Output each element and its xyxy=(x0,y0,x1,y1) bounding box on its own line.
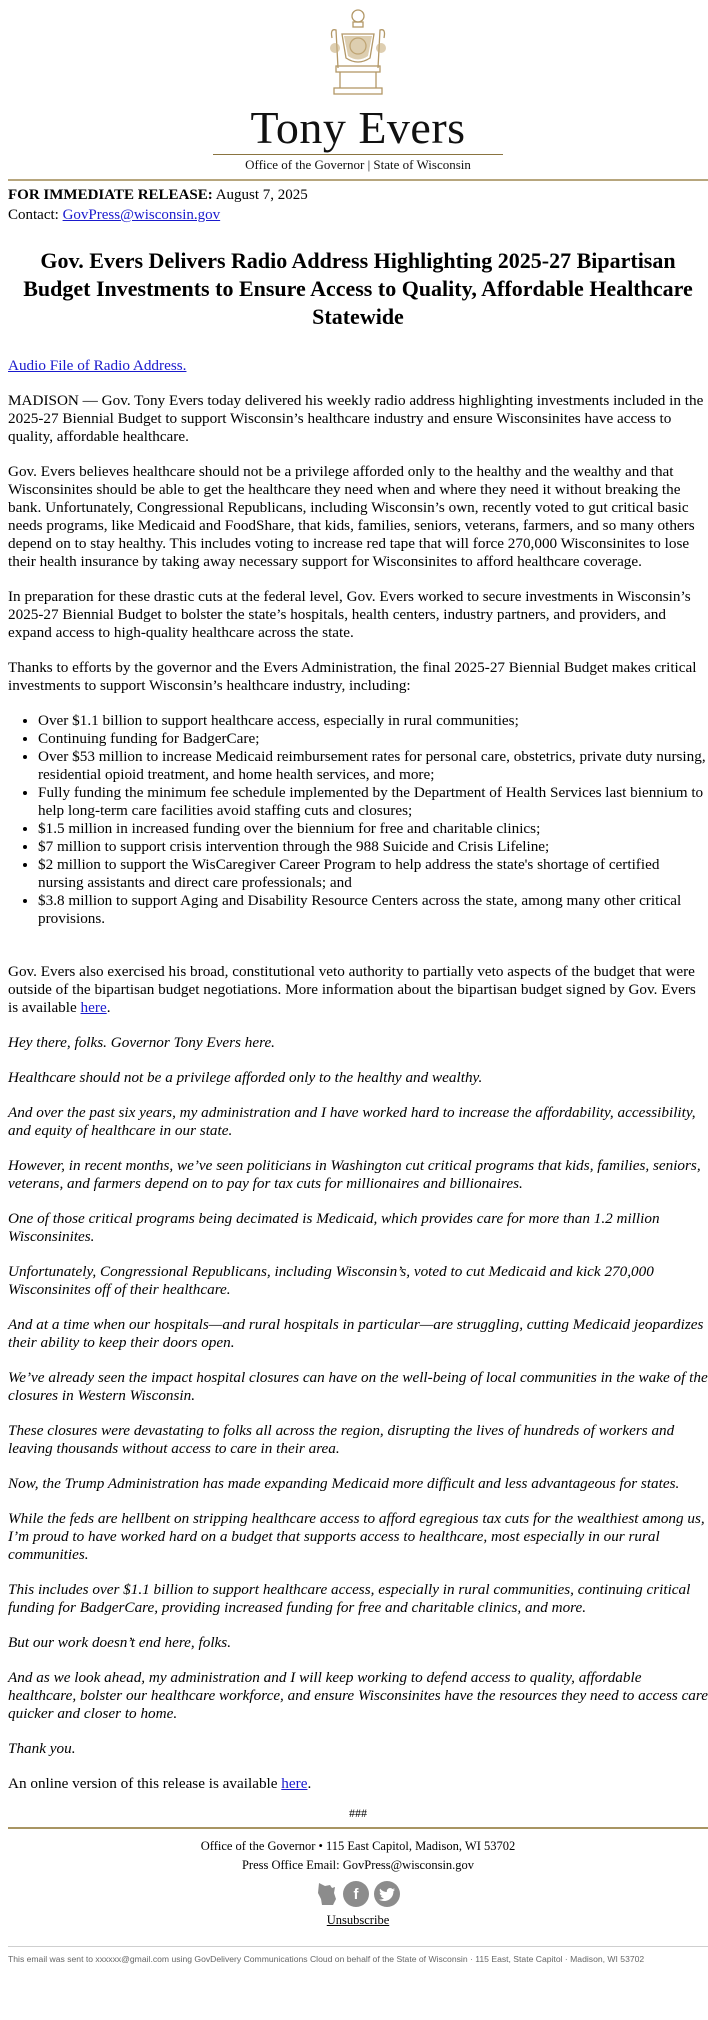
brand-subtitle: Office of the Governor | State of Wisconsin xyxy=(245,157,471,172)
address-paragraph: These closures were devastating to folks all across the region, disrupting the lives of hundreds of workers and leaving thousands without access to care in their area. xyxy=(8,1422,675,1457)
state-seal-icon xyxy=(320,8,396,98)
list-item: • Fully funding the minimum fee schedule implemented by the Department of Health Services last biennium to help long-term care facilities avoid staffing cuts and closures; xyxy=(38,784,708,820)
release-label: FOR IMMEDIATE RELEASE: xyxy=(8,187,213,203)
footer-divider xyxy=(8,1827,708,1829)
delivery-disclaimer: This email was sent to xxxxxx@gmail.com using GovDelivery Communications Cloud on behalf of the State of Wisconsin · 115 East, State Capitol · Madison, WI 53702 xyxy=(8,1954,645,1964)
list-item: • $7 million to support crisis intervention through the 988 Suicide and Crisis Lifeline; xyxy=(38,838,708,856)
list-item: • Over $1.1 billion to support healthcare access, especially in rural communities; xyxy=(38,712,708,730)
veto-paragraph: Gov. Evers also exercised his broad, constitutional veto authority to partially veto aspects of the budget that were outside of the bipartisan budget negotiations. More information about the bipartisan budget signed by Gov. Evers is available here. xyxy=(8,963,696,1016)
online-version-line: An online version of this release is available here. xyxy=(8,1775,312,1792)
brand-name: Tony Evers xyxy=(250,102,466,153)
address-paragraph: Hey there, folks. Governor Tony Evers here. xyxy=(8,1034,275,1051)
twitter-icon[interactable] xyxy=(374,1881,400,1907)
footer-address: Office of the Governor • 115 East Capitol, Madison, WI 53702 xyxy=(200,1839,516,1853)
wisconsin-map-icon[interactable] xyxy=(316,1881,338,1907)
audio-file-link[interactable]: Audio File of Radio Address. xyxy=(8,357,187,374)
online-version-link[interactable]: here xyxy=(281,1775,308,1792)
facebook-icon[interactable]: f xyxy=(343,1881,369,1907)
footer-email: Press Office Email: GovPress@wisconsin.gov xyxy=(241,1858,475,1872)
header-divider xyxy=(8,179,708,181)
brand-divider xyxy=(213,154,503,155)
address-paragraph: Now, the Trump Administration has made expanding Medicaid more difficult and less advantageous for states. xyxy=(8,1475,680,1492)
list-item: • Continuing funding for BadgerCare; xyxy=(38,730,708,748)
list-item: • $1.5 million in increased funding over the biennium for free and charitable clinics; xyxy=(38,820,708,838)
address-paragraph: Healthcare should not be a privilege afforded only to the healthy and wealthy. xyxy=(8,1069,483,1086)
release-meta xyxy=(8,185,708,225)
address-paragraph: One of those critical programs being decimated is Medicaid, which provides care for more than 1.2 million Wisconsinites. xyxy=(8,1210,660,1245)
contact-label: Contact: xyxy=(8,207,59,223)
intro-paragraph: In preparation for these drastic cuts at the federal level, Gov. Evers worked to secure investments in Wisconsin’s 2025-27 Biennial Budget to bolster the state’s hospitals, health centers, industry partners, and providers, and expand access to high-quality healthcare across the state. xyxy=(8,588,691,641)
unsubscribe-link[interactable]: Unsubscribe xyxy=(326,1913,390,1927)
address-paragraph: Thank you. xyxy=(8,1740,76,1757)
release-date: August 7, 2025 xyxy=(215,187,308,203)
intro-paragraph: Gov. Evers believes healthcare should not be a privilege afforded only to the healthy and the wealthy and that Wisconsinites should be able to get the healthcare they need when and where they need it without breaking the bank. Unfortunately, Congressional Republicans, including Wisconsin’s own, recently voted to gut critical basic needs programs, like Medicaid and FoodShare, that kids, families, seniors, veterans, farmers, and so many others depend on to stay healthy. This includes voting to increase red tape that will force 270,000 Wisconsinites to lose their health insurance by taking away necessary support for Wisconsinites to afford healthcare coverage. xyxy=(8,463,695,570)
list-item: • $2 million to support the WisCaregiver Career Program to help address the state's shortage of certified nursing assistants and direct care professionals; and xyxy=(38,856,708,892)
masthead xyxy=(8,0,708,173)
end-mark: ### xyxy=(349,1806,367,1820)
address-paragraph: While the feds are hellbent on stripping healthcare access to afford egregious tax cuts for the wealthiest among us, I’m proud to have worked hard on a budget that supports access to healthcare, most especially in our rural communities. xyxy=(8,1510,705,1563)
contact-email-link[interactable]: GovPress@wisconsin.gov xyxy=(62,207,221,223)
social-links xyxy=(8,1881,708,1907)
headline: Gov. Evers Delivers Radio Address Highlighting 2025-27 Bipartisan Budget Investments to Ensure Access to Quality, Affordable Healthcare Statewide xyxy=(23,248,693,329)
intro-paragraph: Thanks to efforts by the governor and the Evers Administration, the final 2025-27 Biennial Budget makes critical investments to support Wisconsin’s healthcare industry, including: xyxy=(8,659,697,694)
list-item: • Over $53 million to increase Medicaid reimbursement rates for personal care, obstetrics, private duty nursing, residential opioid treatment, and home health services, and more; xyxy=(38,748,708,784)
release-date-line xyxy=(8,185,708,205)
address-paragraph: And at a time when our hospitals—and rural hospitals in particular—are struggling, cutting Medicaid jeopardizes their ability to keep their doors open. xyxy=(8,1316,704,1351)
intro-paragraph: MADISON — Gov. Tony Evers today delivered his weekly radio address highlighting investments included in the 2025-27 Biennial Budget to support Wisconsin’s healthcare industry and ensure Wisconsinites have access to quality, affordable healthcare. xyxy=(8,392,704,445)
address-paragraph: Unfortunately, Congressional Republicans, including Wisconsin’s, voted to cut Medicaid and kick 270,000 Wisconsinites off of their healthcare. xyxy=(8,1263,654,1298)
contact-line xyxy=(8,205,708,225)
footer xyxy=(8,1837,708,1930)
address-paragraph: But our work doesn’t end here, folks. xyxy=(8,1634,231,1651)
list-item: • $3.8 million to support Aging and Disability Resource Centers across the state, among many other critical provisions. xyxy=(38,892,708,928)
address-paragraph: However, in recent months, we’ve seen politicians in Washington cut critical programs that kids, families, seniors, veterans, and farmers depend on to pay for tax cuts for millionaires and billionaires. xyxy=(8,1157,701,1192)
address-paragraph: We’ve already seen the impact hospital closures can have on the well-being of local communities in the wake of the closures in Western Wisconsin. xyxy=(8,1369,708,1404)
disclaimer-divider xyxy=(8,1946,708,1947)
budget-info-link[interactable]: here xyxy=(80,999,107,1016)
email-body xyxy=(8,0,708,1965)
investments-list xyxy=(8,712,708,928)
address-paragraph: And as we look ahead, my administration and I will keep working to defend access to quality, affordable healthcare, bolster our healthcare workforce, and ensure Wisconsinites have the resources they need to access care quicker and closer to home. xyxy=(8,1669,708,1722)
address-paragraph: This includes over $1.1 billion to support healthcare access, especially in rural communities, continuing critical funding for BadgerCare, providing increased funding for free and charitable clinics, and more. xyxy=(8,1581,691,1616)
address-paragraph: And over the past six years, my administration and I have worked hard to increase the affordability, accessibility, and equity of healthcare in our state. xyxy=(8,1104,696,1139)
